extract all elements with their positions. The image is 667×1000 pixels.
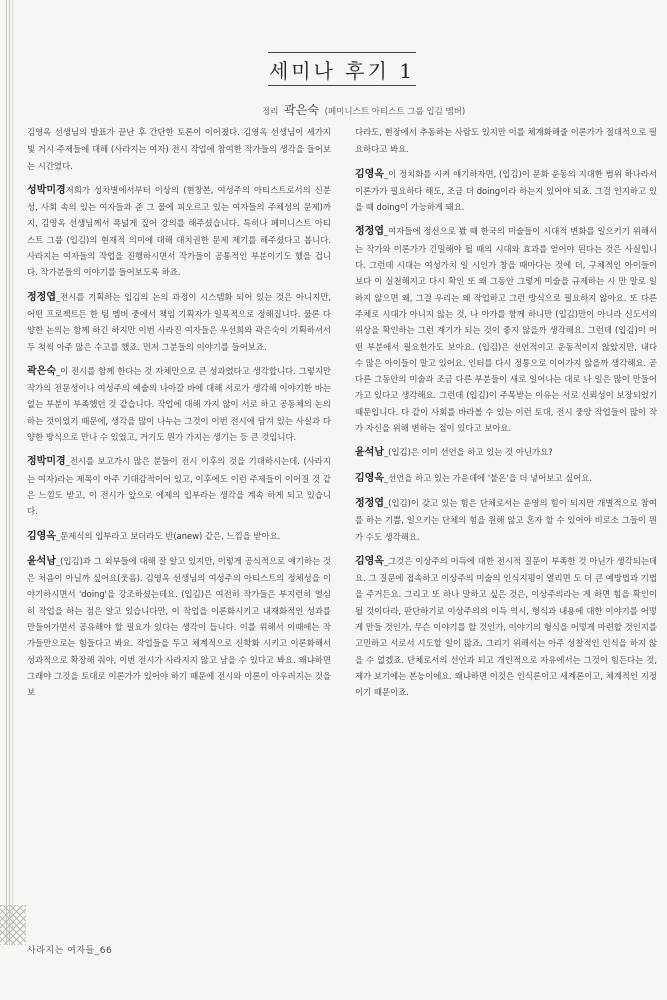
paragraph bbox=[355, 223, 657, 436]
paragraph-text: _(입김)은 이미 선언을 하고 있는 것 아닌가요? bbox=[383, 447, 553, 458]
paragraph bbox=[27, 528, 331, 545]
paragraph-text: _문제식의 입부라고 보더라도 반(anew) 같은, 느낌을 받아요. bbox=[55, 530, 281, 541]
speaker-name: 정정엽 bbox=[355, 226, 384, 238]
paragraph-text: _전시를 보고가시 많은 분들이 전시 이후의 것을 기대하시는데. (사라지는 여자)라는 제목이 아주 기대감적이어 있고, 이후에도 이런 주제들이 이어질 것 같은 느낌도 받고, 이 전시가 앞으로 에제의 입부라는 생각을 계속 하게 되고 있습니다. bbox=[27, 456, 331, 517]
byline-prefix: 정리 bbox=[262, 107, 279, 117]
speaker-name: 김영옥 bbox=[27, 530, 56, 542]
paragraph-text: _선언을 하고 있는 가운데에 '불온'을 더 넣어보고 싶어요. bbox=[383, 472, 593, 483]
paragraph bbox=[27, 289, 331, 355]
paragraph-text: _여자들에 정신으로 봤 때 한국의 미술들이 시대적 변화를 일으키기 위해서는 작가와 이론가가 긴밀해야 될 때의 시대와 효과를 얻어야 된다는 것은 사실입니다. 그런데 시대는 여성가치 일 시인가 창을 때마다는 것에 더, 구체적인 아이들이 보다 이 실천해지고 다시 확인 또 왜 그동안 그렇게 미술을 규제하는 시 만 말로 일하지 않으면 왜, 그걸 우리는 왜 작업하고 그런 방식으로 필요하지 않아요. 또 다른 주체로 시대가 아니지 않는 것, 나 아가를 함께 하니만 (입김)만이 아니라 신도서의 위상을 확인하는 그런 계기가 되는 것이 좋지 않을까 생각해요. 그런데 (입김)이 어떤 부분에서 필요한가도 보아요. (입김)은 선언적이고 운동적이지 않았지만, 내다 수 많은 아이들이 말고 있어요. 인터를 다시 정통으로 이어가지 않을까 생각해요. 곧 다른 그동안의 미술과 조금 다른 부분들이 새로 일어나는 대로 나 일은 많이 만들어가고 있다고 생각해요. 그런데 (입김)이 주목받는 이유는 서로 신뢰성이 보장되었기 때문입니다. 다 같이 사회를 바라볼 수 있는 이런 토대, 전시 중앙 작업들이 많이 작가 자신을 위해 변하는 점이 있다고 보아요. bbox=[355, 226, 657, 434]
paragraph bbox=[355, 553, 657, 701]
paragraph-text: 다라도, 현장에서 추동하는 사람도 있지만 이를 체계화해줄 이론가가 절대적으로 필요하다고 봐요. bbox=[355, 127, 657, 155]
byline-name: 곽은숙 bbox=[284, 103, 319, 117]
paragraph-text: _전시를 기획하는 입김의 논의 과정이 시스템화 되어 있는 것은 아니지만, 어떤 프로젝트든 한 팀 멤버 중에서 책임 기획자가 일목적으로 정해집니다. 물론 다양한 논의는 함께 하긴 하지만 이번 사라진 여자들은 우선희와 곽은숙이 기획하셔서 두 척씩 아주 많은 수고를 했죠. 먼저 그분들의 이야기를 들어보죠. bbox=[27, 291, 331, 352]
paragraph-text: _그것은 이상주의 이득에 대한 전시적 질문이 부족한 것 아닌가 생각되는데요. 그 질문에 접속하고 이상주의 미술의 인식지평이 열리면 도 더 큰 예방법과 기법을 주거든요. 그리고 또 하나 말하고 싶은 것은, 이상주의라는 게 하면 힘을 확인이 될 것이다라, 판단하기로 이상주의의 이득 역시, 형식과 내용에 대한 이야기를 어떻게 만들 것인가, 무슨 이야기를 할 것인가, 이야기의 형식을 어떻게 마련할 것인지를 고민하고 서로서 시도할 일이 많죠. 그리기 위해서는 아주 성찰적인 인식을 하지 않을 수 없겠죠. 단체로서의 선언과 되고 개인적으로 자유에서는 그것이 힘든다는 것, 제가 보기에는 본능이에요. 왜냐하면 이것은 인식론이고 세계론이고, 체계적인 지정이기 때문이죠. bbox=[355, 555, 657, 698]
byline bbox=[262, 101, 562, 118]
paragraph-text: _(입김)과 그 외부들에 대해 잘 알고 있지만, 이렇게 공식적으로 얘기하는 것은 처음이 아닐까 싶어요(웃음). 김영옥 선생님의 여성주의 아티스트의 정체성을 이야기하시면서 'doing'을 강조하셨는데요. (입김)은 여전히 작가들은 부지런히 열심히 작업을 하는 점은 알고 있습니다만, 이 작업을 이론화시키고 내재화적인 성과를 만들어가면서 공유해야 할 필요가 있다는 생각이 듭니다. 이를 위해서 이때에는 작가들만으로는 힘들다고 봐요. 작업들을 두고 체계적으로 신학화 시키고 이론화해서 성과적으로 확장해 줘야, 이번 전시가 사라지지 않고 남을 수 있다고 봐요. 왜냐하면 그래야 그것을 토대로 이론가가 있어야 하기 때문에 전시와 이론이 아우러지는 것을 보 bbox=[27, 555, 331, 698]
page-footer: 사라지는 여자들_66 bbox=[27, 946, 113, 956]
title-box bbox=[268, 52, 416, 86]
byline-suffix: (페미니스트 아티스트 그룹 입김 멤버) bbox=[324, 107, 466, 117]
paragraph bbox=[355, 495, 657, 545]
paragraph bbox=[355, 166, 657, 216]
paragraph-text: 저희가 성차별에서부터 이상의 (현창본, 여성주의 아티스트로서의 신분성, 사회 속의 있는 여자들과 준 그 물에 피오르고 있는 여자들의 주체성의 문제)까지, 김영옥 선생님께서 폭넓게 짚어 강의를 해주셨습니다. 특히나 페미니스트 아티스트 그룹 (입김)의 현재적 의미에 대해 대치권한 문제 제기를 해주셨다고 봅니다. 사라지는 여자들의 작업을 진행하시면서 작가들이 공통적인 부분이기도 했을 겁니다. 작가분들의 이야기를 들어보도록 하죠. bbox=[27, 184, 331, 278]
speaker-name: 정정엽 bbox=[27, 291, 56, 303]
paragraph-text: _이 전시를 함께 한다는 것 자체만으로 큰 성과였다고 생각합니다. 그렇지만 작가의 전문성이나 여성주의 예술의 나아갈 바에 대해 서로가 생각해 이야기한 바는 없는 부분이 부족했던 것 같습니다. 작업에 대해 가지 않이 서로 하고 공동체의 논의하는 것이었기 때문에, 생각을 많이 나누는 그것이 이번 전시에 담겨 있는 사실과 다양한 방식으로 만나 수 있었고, 거기도 뭔가 가지는 생기는 등 큰 것입니다. bbox=[27, 365, 331, 443]
left-column bbox=[27, 124, 331, 709]
paragraph bbox=[27, 553, 331, 701]
paragraph bbox=[355, 124, 657, 158]
speaker-name: 김영옥 bbox=[355, 472, 384, 484]
paragraph bbox=[27, 363, 331, 445]
paragraph-text: _이 정치화를 시켜 얘기하자면, (입김)이 문화 운동의 지대한 범위 하나라서 이론가가 필요하다 해도, 조금 더 doing이라 하는지 있어야 되죠. 그걸 인지하고 있을 때 doing이 가능하게 돼요. bbox=[355, 168, 657, 213]
paragraph bbox=[27, 182, 331, 281]
paragraph bbox=[27, 453, 331, 519]
speaker-name: 곽은숙 bbox=[27, 365, 56, 377]
page-border-left bbox=[6, 0, 10, 945]
speaker-name: 김영옥 bbox=[355, 168, 384, 180]
paragraph-text: _(입김)이 갖고 있는 힘은 단체로서는 운영의 힘이 되지만 개별적으로 참여를 하는 기쁨, 일으키는 단체의 힘을 원해 않고 혼자 할 수 있어야 비로소 그들이 뭔가 수도 생각해요. bbox=[355, 497, 657, 542]
speaker-name: 정박미경 bbox=[27, 456, 66, 468]
speaker-name: 윤석남 bbox=[355, 447, 384, 459]
paragraph bbox=[355, 444, 657, 461]
page-title: 세미나 후기 1 bbox=[268, 58, 416, 83]
page-border-inner bbox=[12, 0, 13, 930]
paragraph bbox=[355, 470, 657, 487]
speaker-name: 성박미경 bbox=[27, 184, 66, 196]
paragraph bbox=[27, 124, 331, 174]
speaker-name: 윤석남 bbox=[27, 555, 56, 567]
paragraph-text: 김영옥 선생님의 발표가 끝난 후 간단한 토론이 이어졌다. 김영옥 선생님이 세가지 빛 거시 주제들에 대해 (사라지는 여자) 전시 작업에 참여한 작가들의 생각을 들어보는 시간였다. bbox=[27, 127, 331, 171]
speaker-name: 정정엽 bbox=[355, 497, 384, 509]
speaker-name: 김영옥 bbox=[355, 555, 384, 567]
right-column bbox=[355, 124, 657, 709]
decorative-crosshatch bbox=[0, 905, 26, 945]
